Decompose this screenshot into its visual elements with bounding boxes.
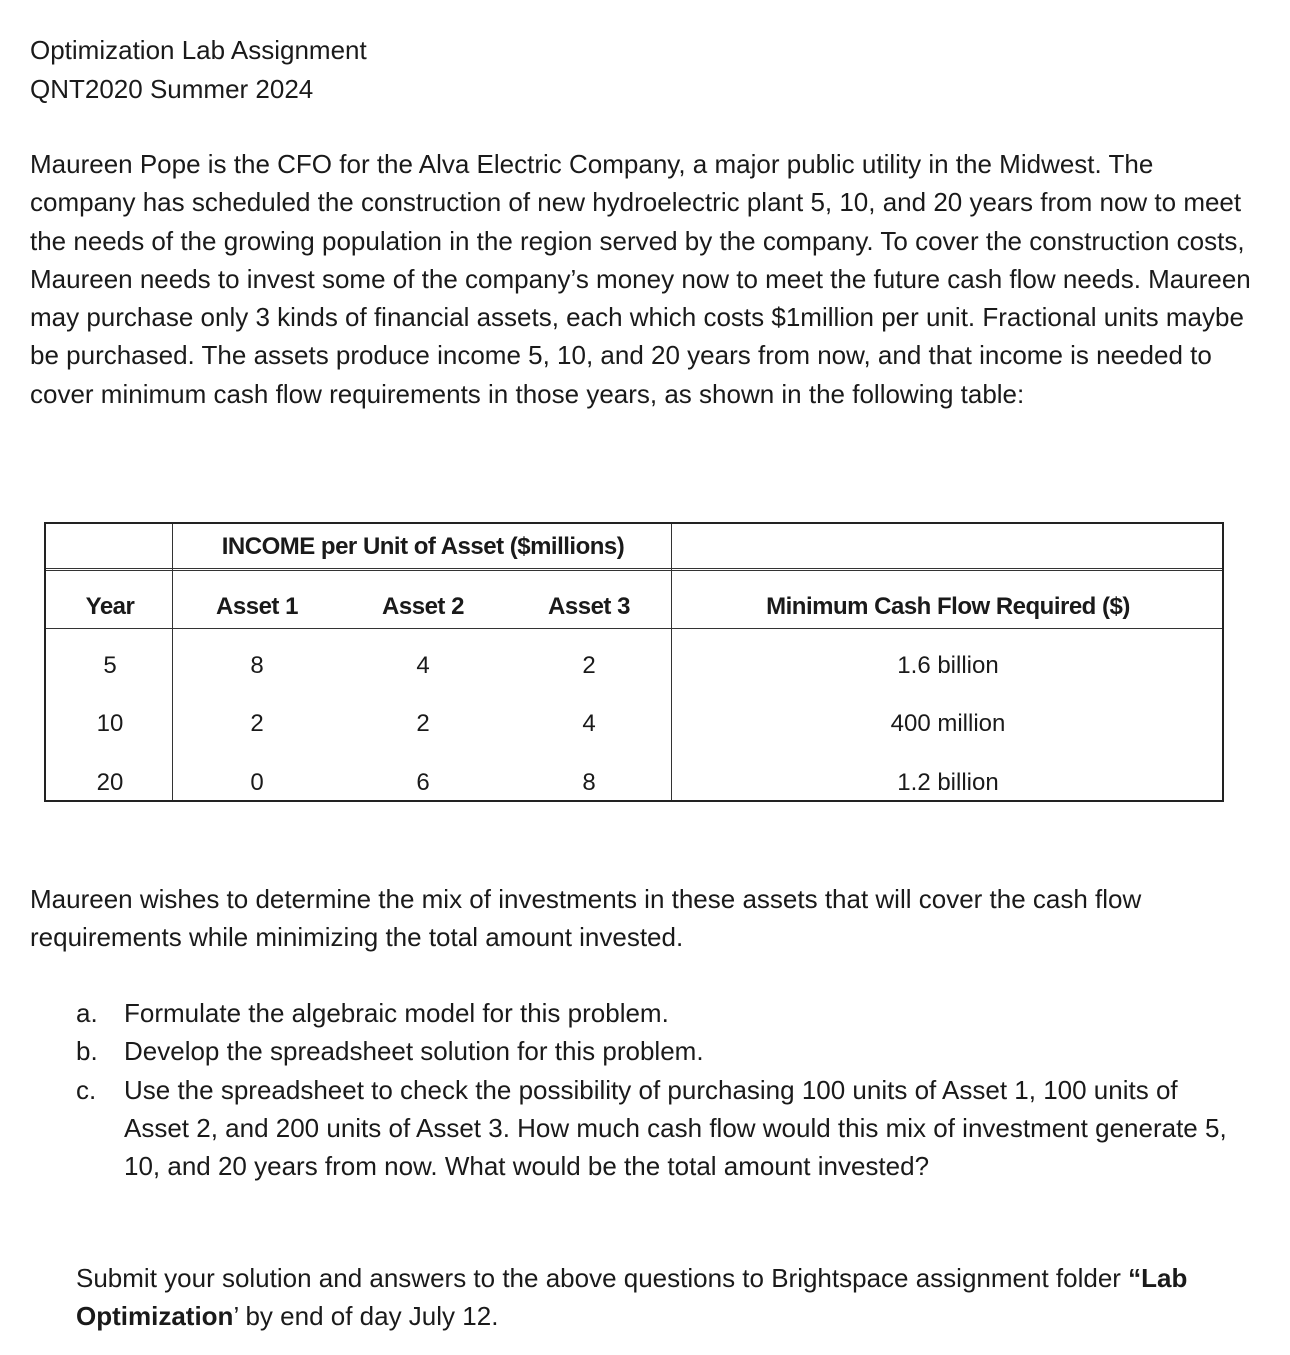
column-header-min-cash-flow: Minimum Cash Flow Required ($)	[766, 593, 1130, 620]
table-divider	[46, 628, 1222, 629]
table-cell: 8	[582, 769, 596, 796]
question-text: Formulate the algebraic model for this problem.	[124, 998, 669, 1028]
page-title: Optimization Lab Assignment	[30, 35, 367, 65]
column-header-asset-3: Asset 3	[548, 593, 630, 620]
list-item	[76, 1071, 1236, 1186]
table-cell: 10	[96, 710, 124, 737]
question-text: Use the spreadsheet to check the possibility of purchasing 100 units of Asset 1, 100 units of Asset 2, and 200 units of Asset 3. How much cash flow would this mix of investment generate 5, 10, and 20 years from now. What would be the total amount invested?	[124, 1074, 1227, 1182]
outro-paragraph: Maureen wishes to determine the mix of investments in these assets that will cover the cash flow requirements while minimizing the total amount invested.	[30, 884, 1142, 953]
submission-instructions	[76, 1259, 1256, 1336]
table-cell: 0	[250, 769, 264, 796]
submit-folder-name: “Lab Optimization	[76, 1263, 1188, 1332]
column-header-asset-2: Asset 2	[382, 593, 464, 620]
table-cell: 8	[250, 652, 264, 679]
table-cell: 2	[582, 652, 596, 679]
list-item	[76, 1032, 1236, 1070]
table-cell: 6	[416, 769, 430, 796]
course-subtitle: QNT2020 Summer 2024	[30, 74, 314, 104]
table-divider	[671, 524, 672, 800]
column-header-year: Year	[85, 593, 135, 620]
table-cell: 4	[416, 652, 430, 679]
intro-paragraph: Maureen Pope is the CFO for the Alva Electric Company, a major public utility in the Midwest. The company has scheduled the construction of new hydroelectric plant 5, 10, and 20 years from now to meet the needs of the growing population in the region served by the company. To cover the construction costs, Maureen needs to invest some of the company’s money now to meet the future cash flow needs. Maureen may purchase only 3 kinds of financial assets, each which costs $1million per unit. Fractional units maybe be purchased. The assets produce income 5, 10, and 20 years from now, and that income is needed to cover minimum cash flow requirements in those years, as shown in the following table:	[30, 149, 1251, 409]
table-divider	[46, 570, 1222, 571]
question-text: Develop the spreadsheet solution for this problem.	[124, 1036, 704, 1067]
submit-deadline: ’ by end of day July 12.	[233, 1301, 499, 1332]
question-list	[76, 994, 1236, 1185]
table-cell: 1.6 billion	[897, 652, 999, 679]
list-marker: a.	[76, 998, 98, 1028]
list-marker: b.	[76, 1036, 98, 1067]
table-divider	[172, 524, 173, 800]
income-table	[44, 522, 1224, 802]
submit-text: Submit your solution and answers to the above questions to Brightspace assignment folder	[76, 1263, 1129, 1293]
table-cell: 4	[582, 710, 596, 737]
table-cell: 1.2 billion	[897, 769, 999, 796]
table-group-header: INCOME per Unit of Asset ($millions)	[221, 533, 625, 560]
table-cell: 2	[416, 710, 430, 737]
column-header-asset-1: Asset 1	[216, 593, 298, 620]
table-cell: 400 million	[890, 710, 1006, 737]
table-divider	[46, 568, 1222, 569]
table-cell: 20	[96, 769, 124, 796]
table-cell: 2	[250, 710, 264, 737]
list-marker: c.	[76, 1074, 97, 1105]
table-cell: 5	[103, 652, 117, 679]
list-item	[76, 994, 1236, 1032]
